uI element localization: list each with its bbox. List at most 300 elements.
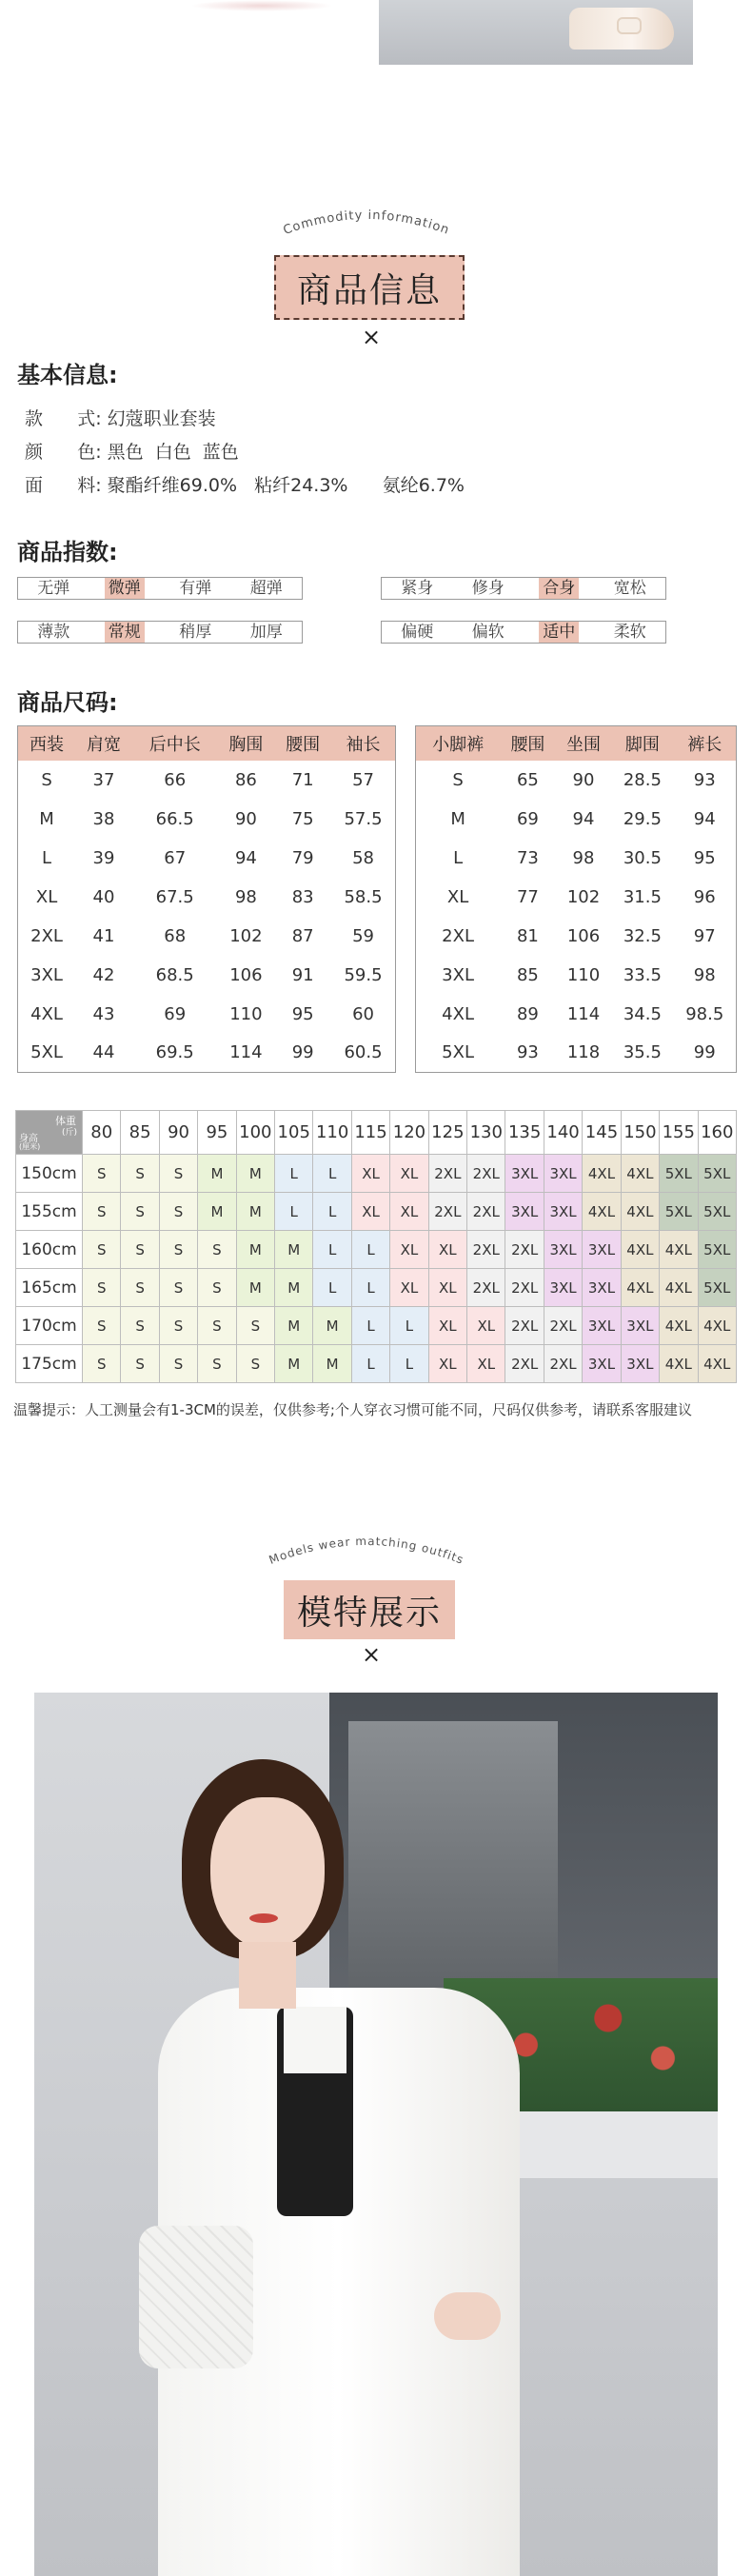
chart-corner-label: (厘米) bbox=[19, 1142, 41, 1151]
table-cell: 58 bbox=[352, 847, 374, 868]
shoe-photo bbox=[379, 0, 693, 65]
table-cell: 67 bbox=[164, 847, 187, 868]
chart-weight-header: 150 bbox=[621, 1111, 659, 1155]
chart-corner-label: 身高 bbox=[19, 1134, 38, 1144]
table-cell: 97 bbox=[693, 925, 716, 946]
chart-size-cell: L bbox=[313, 1269, 351, 1307]
table-cell: 86 bbox=[234, 769, 257, 790]
table-cell: 106 bbox=[229, 964, 263, 985]
table-cell: 32.5 bbox=[623, 925, 662, 946]
table-header: 脚围 bbox=[611, 726, 673, 761]
table-header: 裤长 bbox=[673, 726, 736, 761]
table-cell: 69 bbox=[164, 1003, 187, 1024]
section-title-box bbox=[274, 255, 465, 320]
table-cell: 110 bbox=[566, 964, 601, 985]
chart-size-cell: 4XL bbox=[583, 1155, 621, 1193]
chart-size-cell: M bbox=[313, 1345, 351, 1383]
chart-size-cell: L bbox=[313, 1231, 351, 1269]
chart-height-label: 170cm bbox=[16, 1307, 83, 1345]
chart-size-cell: 4XL bbox=[698, 1345, 737, 1383]
chart-size-cell: 2XL bbox=[505, 1269, 544, 1307]
photo-bag bbox=[139, 2226, 253, 2368]
chart-corner-label: 体重 bbox=[55, 1115, 76, 1127]
chart-size-cell: XL bbox=[428, 1307, 466, 1345]
table-cell: 2XL bbox=[442, 925, 474, 946]
photo-lips bbox=[249, 1913, 278, 1923]
table-cell: 114 bbox=[566, 1003, 601, 1024]
photo-hand bbox=[434, 2292, 501, 2340]
table-cell: 81 bbox=[516, 925, 539, 946]
table-cell: 37 bbox=[92, 769, 115, 790]
chart-size-cell: 4XL bbox=[660, 1269, 698, 1307]
table-cell: 90 bbox=[572, 769, 595, 790]
chart-size-cell: S bbox=[159, 1193, 197, 1231]
chart-size-cell: 4XL bbox=[660, 1307, 698, 1345]
chart-size-cell: S bbox=[198, 1307, 236, 1345]
basic-info-value: 幻蔻职业套装 bbox=[107, 408, 216, 429]
table-cell: 4XL bbox=[442, 1003, 474, 1024]
chart-size-cell: L bbox=[313, 1155, 351, 1193]
table-cell: 59.5 bbox=[344, 964, 383, 985]
index-option: 稍厚 bbox=[179, 623, 212, 642]
chart-weight-header: 135 bbox=[505, 1111, 544, 1155]
chart-size-cell: 2XL bbox=[505, 1345, 544, 1383]
chart-size-cell: S bbox=[198, 1269, 236, 1307]
table-row bbox=[18, 956, 396, 995]
index-bar bbox=[381, 577, 666, 600]
index-bar bbox=[381, 621, 666, 644]
chart-size-cell: 4XL bbox=[583, 1193, 621, 1231]
size-heading: 商品尺码: bbox=[17, 689, 118, 716]
chart-size-cell: M bbox=[236, 1231, 274, 1269]
index-option-selected: 常规 bbox=[105, 622, 145, 643]
chart-height-label: 160cm bbox=[16, 1231, 83, 1269]
chart-size-cell: S bbox=[83, 1345, 121, 1383]
svg-text:Models wear matching outfits: Models wear matching outfits bbox=[267, 1534, 466, 1567]
chart-row bbox=[16, 1231, 737, 1269]
chart-size-cell: XL bbox=[390, 1269, 428, 1307]
section-title-model: 模特展示 bbox=[296, 1593, 442, 1633]
table-cell: 110 bbox=[229, 1003, 263, 1024]
chart-size-cell: XL bbox=[351, 1193, 389, 1231]
table-cell: 60 bbox=[352, 1003, 374, 1024]
chart-size-cell: 3XL bbox=[621, 1345, 659, 1383]
chart-size-cell: M bbox=[236, 1155, 274, 1193]
table-cell: 94 bbox=[234, 847, 257, 868]
chart-size-cell: L bbox=[351, 1269, 389, 1307]
index-option: 偏软 bbox=[471, 623, 505, 642]
chart-size-cell: L bbox=[351, 1307, 389, 1345]
table-cell: 30.5 bbox=[623, 847, 662, 868]
chart-size-cell: 4XL bbox=[698, 1307, 737, 1345]
table-header: 西装 bbox=[18, 726, 76, 761]
chart-row bbox=[16, 1155, 737, 1193]
chart-size-cell: L bbox=[390, 1307, 428, 1345]
chart-weight-header: 95 bbox=[198, 1111, 236, 1155]
index-bar bbox=[17, 621, 303, 644]
chart-size-cell: M bbox=[275, 1345, 313, 1383]
table-cell: S bbox=[452, 769, 464, 790]
table-cell: 57.5 bbox=[344, 808, 383, 829]
chart-size-cell: 3XL bbox=[544, 1269, 582, 1307]
chart-size-cell: L bbox=[275, 1155, 313, 1193]
basic-info-row bbox=[25, 405, 216, 430]
chart-corner bbox=[16, 1111, 83, 1155]
table-header: 后中长 bbox=[132, 726, 218, 761]
table-cell: 93 bbox=[516, 1042, 539, 1063]
chart-size-cell: M bbox=[198, 1155, 236, 1193]
model-photo bbox=[34, 1693, 718, 2576]
chart-weight-header: 110 bbox=[313, 1111, 351, 1155]
chart-weight-header: 105 bbox=[275, 1111, 313, 1155]
index-option-selected: 合身 bbox=[539, 578, 579, 599]
table-cell: L bbox=[453, 847, 464, 868]
chart-size-cell: S bbox=[121, 1307, 159, 1345]
chart-row bbox=[16, 1345, 737, 1383]
table-cell: 89 bbox=[516, 1003, 539, 1024]
table-cell: 39 bbox=[92, 847, 115, 868]
table-cell: 68 bbox=[164, 925, 187, 946]
size-recommendation-chart bbox=[15, 1110, 737, 1383]
table-row bbox=[18, 761, 396, 800]
chart-size-cell: 4XL bbox=[621, 1269, 659, 1307]
table-cell: 114 bbox=[229, 1042, 263, 1063]
chart-weight-header: 140 bbox=[544, 1111, 582, 1155]
table-cell: 60.5 bbox=[344, 1042, 383, 1063]
chart-size-cell: XL bbox=[351, 1155, 389, 1193]
table-cell: 29.5 bbox=[623, 808, 662, 829]
chart-size-cell: 4XL bbox=[660, 1231, 698, 1269]
chart-size-cell: 2XL bbox=[428, 1155, 466, 1193]
chart-size-cell: M bbox=[275, 1307, 313, 1345]
table-cell: L bbox=[42, 847, 52, 868]
table-header: 腰围 bbox=[274, 726, 331, 761]
table-cell: 67.5 bbox=[155, 886, 194, 907]
table-cell: 5XL bbox=[30, 1042, 63, 1063]
table-cell: 102 bbox=[229, 925, 263, 946]
chart-size-cell: 4XL bbox=[621, 1231, 659, 1269]
chart-size-cell: 4XL bbox=[621, 1193, 659, 1231]
chart-size-cell: M bbox=[275, 1231, 313, 1269]
chart-size-cell: M bbox=[275, 1269, 313, 1307]
chart-size-cell: S bbox=[121, 1231, 159, 1269]
photo-face bbox=[210, 1797, 325, 1950]
table-cell: 95 bbox=[291, 1003, 314, 1024]
chart-size-cell: S bbox=[83, 1231, 121, 1269]
chart-weight-header: 160 bbox=[698, 1111, 737, 1155]
table-cell: 44 bbox=[92, 1042, 115, 1063]
table-cell: 65 bbox=[516, 769, 539, 790]
chart-size-cell: S bbox=[198, 1231, 236, 1269]
table-cell: 75 bbox=[291, 808, 314, 829]
pants-size-table bbox=[415, 725, 737, 1073]
chart-weight-header: 100 bbox=[236, 1111, 274, 1155]
chart-size-cell: 5XL bbox=[660, 1193, 698, 1231]
chart-weight-header: 85 bbox=[121, 1111, 159, 1155]
chart-size-cell: 2XL bbox=[505, 1231, 544, 1269]
table-cell: 69 bbox=[516, 808, 539, 829]
chart-size-cell: S bbox=[159, 1155, 197, 1193]
tip-text: 温馨提示：人工测量会有1-3CM的误差，仅供参考;个人穿衣习惯可能不同，尺码仅供参考，请联系客服建议 bbox=[13, 1401, 692, 1418]
table-cell: 34.5 bbox=[623, 1003, 662, 1024]
section-title: 商品信息 bbox=[296, 270, 442, 310]
chart-size-cell: L bbox=[390, 1345, 428, 1383]
table-header: 坐围 bbox=[556, 726, 612, 761]
table-cell: XL bbox=[35, 886, 58, 907]
table-row bbox=[416, 995, 737, 1034]
table-cell: 31.5 bbox=[623, 886, 662, 907]
chart-height-label: 150cm bbox=[16, 1155, 83, 1193]
table-cell: 79 bbox=[291, 847, 314, 868]
table-row bbox=[18, 995, 396, 1034]
chart-size-cell: 5XL bbox=[660, 1155, 698, 1193]
chart-size-cell: 3XL bbox=[544, 1231, 582, 1269]
table-cell: 38 bbox=[92, 808, 115, 829]
table-header: 袖长 bbox=[331, 726, 395, 761]
chart-size-cell: S bbox=[83, 1193, 121, 1231]
chart-size-cell: 3XL bbox=[544, 1155, 582, 1193]
chart-size-cell: S bbox=[121, 1269, 159, 1307]
table-row bbox=[18, 917, 396, 956]
chart-weight-header: 145 bbox=[583, 1111, 621, 1155]
chart-size-cell: XL bbox=[390, 1193, 428, 1231]
table-cell: 68.5 bbox=[155, 964, 194, 985]
basic-info-row bbox=[25, 438, 239, 464]
chart-size-cell: S bbox=[236, 1345, 274, 1383]
chart-size-cell: S bbox=[121, 1193, 159, 1231]
chart-size-cell: 3XL bbox=[621, 1307, 659, 1345]
chart-size-cell: M bbox=[236, 1269, 274, 1307]
table-cell: 57 bbox=[352, 769, 374, 790]
chart-size-cell: M bbox=[198, 1193, 236, 1231]
table-cell: 66.5 bbox=[155, 808, 194, 829]
chart-size-cell: XL bbox=[428, 1231, 466, 1269]
table-cell: 73 bbox=[516, 847, 539, 868]
chart-size-cell: 2XL bbox=[467, 1155, 505, 1193]
index-heading: 商品指数: bbox=[17, 539, 118, 565]
chart-size-cell: 3XL bbox=[583, 1345, 621, 1383]
chart-size-cell: 2XL bbox=[544, 1307, 582, 1345]
chart-size-cell: S bbox=[236, 1307, 274, 1345]
index-bar bbox=[17, 577, 303, 600]
table-cell: 91 bbox=[291, 964, 314, 985]
chart-size-cell: 5XL bbox=[698, 1193, 737, 1231]
index-option: 紧身 bbox=[401, 579, 434, 598]
chart-size-cell: 5XL bbox=[698, 1269, 737, 1307]
chart-weight-header: 120 bbox=[390, 1111, 428, 1155]
index-option: 薄款 bbox=[37, 623, 70, 642]
table-row bbox=[18, 800, 396, 839]
table-cell: 41 bbox=[92, 925, 115, 946]
index-option: 修身 bbox=[471, 579, 505, 598]
chart-size-cell: 4XL bbox=[660, 1345, 698, 1383]
table-cell: 28.5 bbox=[623, 769, 662, 790]
table-cell: 83 bbox=[291, 886, 314, 907]
table-cell: 95 bbox=[693, 847, 716, 868]
chart-size-cell: 2XL bbox=[467, 1231, 505, 1269]
table-cell: 94 bbox=[572, 808, 595, 829]
chart-size-cell: 3XL bbox=[583, 1269, 621, 1307]
chart-size-cell: L bbox=[313, 1193, 351, 1231]
basic-info-row bbox=[25, 471, 465, 497]
chart-weight-header: 80 bbox=[83, 1111, 121, 1155]
chart-weight-header: 130 bbox=[467, 1111, 505, 1155]
table-cell: 69.5 bbox=[155, 1042, 194, 1063]
table-cell: 4XL bbox=[30, 1003, 63, 1024]
table-row bbox=[416, 878, 737, 917]
shoe-bow bbox=[617, 17, 642, 34]
chart-size-cell: S bbox=[159, 1307, 197, 1345]
chart-size-cell: 3XL bbox=[505, 1155, 544, 1193]
table-header: 小脚裤 bbox=[416, 726, 501, 761]
chart-size-cell: S bbox=[159, 1231, 197, 1269]
table-cell: 43 bbox=[92, 1003, 115, 1024]
basic-info-label: 面 料: bbox=[25, 475, 102, 496]
close-icon: × bbox=[361, 324, 382, 350]
table-cell: 66 bbox=[164, 769, 187, 790]
chart-size-cell: S bbox=[83, 1307, 121, 1345]
chart-size-cell: L bbox=[275, 1193, 313, 1231]
table-cell: 99 bbox=[693, 1042, 716, 1063]
table-cell: 77 bbox=[516, 886, 539, 907]
table-cell: 90 bbox=[234, 808, 257, 829]
models-arc bbox=[257, 1521, 476, 1569]
chart-size-cell: S bbox=[159, 1269, 197, 1307]
chart-size-cell: S bbox=[121, 1345, 159, 1383]
chart-weight-header: 90 bbox=[159, 1111, 197, 1155]
table-cell: 3XL bbox=[30, 964, 63, 985]
blazer-size-table bbox=[17, 725, 396, 1073]
chart-size-cell: S bbox=[159, 1345, 197, 1383]
chart-size-cell: 2XL bbox=[505, 1307, 544, 1345]
table-row bbox=[416, 1034, 737, 1073]
index-option: 有弹 bbox=[179, 579, 212, 598]
basic-info-label: 款 式: bbox=[25, 408, 102, 429]
table-cell: M bbox=[39, 808, 54, 829]
table-row bbox=[416, 839, 737, 878]
index-option: 加厚 bbox=[249, 623, 283, 642]
chart-size-cell: XL bbox=[428, 1269, 466, 1307]
chart-height-label: 155cm bbox=[16, 1193, 83, 1231]
chart-size-cell: 2XL bbox=[428, 1193, 466, 1231]
chart-size-cell: M bbox=[236, 1193, 274, 1231]
table-cell: 93 bbox=[693, 769, 716, 790]
chart-corner-label: (斤) bbox=[61, 1128, 77, 1138]
table-cell: 94 bbox=[693, 808, 716, 829]
table-cell: 35.5 bbox=[623, 1042, 662, 1063]
chart-height-label: 175cm bbox=[16, 1345, 83, 1383]
index-option: 宽松 bbox=[613, 579, 646, 598]
table-cell: 85 bbox=[516, 964, 539, 985]
chart-size-cell: M bbox=[313, 1307, 351, 1345]
chart-height-label: 165cm bbox=[16, 1269, 83, 1307]
table-cell: M bbox=[450, 808, 465, 829]
table-row bbox=[416, 956, 737, 995]
top-image-fragment bbox=[190, 0, 333, 11]
chart-size-cell: 5XL bbox=[698, 1155, 737, 1193]
table-cell: 71 bbox=[291, 769, 314, 790]
chart-size-cell: XL bbox=[390, 1231, 428, 1269]
chart-weight-header: 115 bbox=[351, 1111, 389, 1155]
chart-size-cell: S bbox=[83, 1155, 121, 1193]
chart-size-cell: 3XL bbox=[505, 1193, 544, 1231]
index-option: 柔软 bbox=[613, 623, 646, 642]
chart-size-cell: XL bbox=[467, 1345, 505, 1383]
chart-size-cell: 4XL bbox=[621, 1155, 659, 1193]
table-cell: 87 bbox=[291, 925, 314, 946]
table-row bbox=[416, 800, 737, 839]
chart-size-cell: 2XL bbox=[544, 1345, 582, 1383]
chart-weight-header: 125 bbox=[428, 1111, 466, 1155]
table-cell: 2XL bbox=[30, 925, 63, 946]
chart-size-cell: L bbox=[351, 1345, 389, 1383]
table-cell: 102 bbox=[566, 886, 601, 907]
chart-size-cell: L bbox=[351, 1231, 389, 1269]
chart-size-cell: 3XL bbox=[544, 1193, 582, 1231]
chart-size-cell: XL bbox=[467, 1307, 505, 1345]
table-row bbox=[18, 878, 396, 917]
section-title-box-model bbox=[284, 1580, 455, 1639]
chart-size-cell: XL bbox=[428, 1345, 466, 1383]
table-row bbox=[416, 761, 737, 800]
table-cell: 98 bbox=[572, 847, 595, 868]
index-option: 偏硬 bbox=[401, 623, 434, 642]
table-cell: 3XL bbox=[442, 964, 474, 985]
table-row bbox=[18, 839, 396, 878]
table-row bbox=[416, 917, 737, 956]
table-cell: 42 bbox=[92, 964, 115, 985]
index-option-selected: 适中 bbox=[539, 622, 579, 643]
table-header: 胸围 bbox=[218, 726, 275, 761]
chart-size-cell: S bbox=[83, 1269, 121, 1307]
chart-size-cell: S bbox=[121, 1155, 159, 1193]
chart-size-cell: XL bbox=[390, 1155, 428, 1193]
table-cell: 58.5 bbox=[344, 886, 383, 907]
svg-text:Commodity information: Commodity information bbox=[281, 208, 452, 238]
chart-size-cell: 3XL bbox=[583, 1231, 621, 1269]
table-cell: 40 bbox=[92, 886, 115, 907]
table-cell: 33.5 bbox=[623, 964, 662, 985]
table-cell: S bbox=[41, 769, 52, 790]
table-cell: XL bbox=[446, 886, 469, 907]
table-cell: 98.5 bbox=[685, 1003, 724, 1024]
table-cell: 98 bbox=[693, 964, 716, 985]
chart-size-cell: S bbox=[198, 1345, 236, 1383]
table-cell: 99 bbox=[291, 1042, 314, 1063]
basic-info-label: 颜 色: bbox=[25, 442, 102, 463]
chart-size-cell: 2XL bbox=[467, 1193, 505, 1231]
chart-size-cell: 5XL bbox=[698, 1231, 737, 1269]
basic-info-value: 聚酯纤维69.0% 粘纤24.3% 氨纶6.7% bbox=[107, 475, 465, 496]
basic-info-heading: 基本信息: bbox=[17, 362, 118, 388]
commodity-information-arc bbox=[257, 195, 476, 243]
index-option: 无弹 bbox=[37, 579, 70, 598]
table-header: 腰围 bbox=[500, 726, 556, 761]
index-option: 超弹 bbox=[249, 579, 283, 598]
table-cell: 118 bbox=[566, 1042, 601, 1063]
table-row bbox=[18, 1034, 396, 1073]
photo-reflection bbox=[348, 1721, 558, 2007]
table-header: 肩宽 bbox=[75, 726, 132, 761]
close-icon-model: × bbox=[361, 1641, 382, 1668]
chart-size-cell: 3XL bbox=[583, 1307, 621, 1345]
basic-info-value: 黑色 白色 蓝色 bbox=[107, 442, 239, 463]
table-cell: 59 bbox=[352, 925, 374, 946]
photo-top-white bbox=[284, 2007, 346, 2073]
table-cell: 98 bbox=[234, 886, 257, 907]
chart-weight-header: 155 bbox=[660, 1111, 698, 1155]
chart-row bbox=[16, 1307, 737, 1345]
